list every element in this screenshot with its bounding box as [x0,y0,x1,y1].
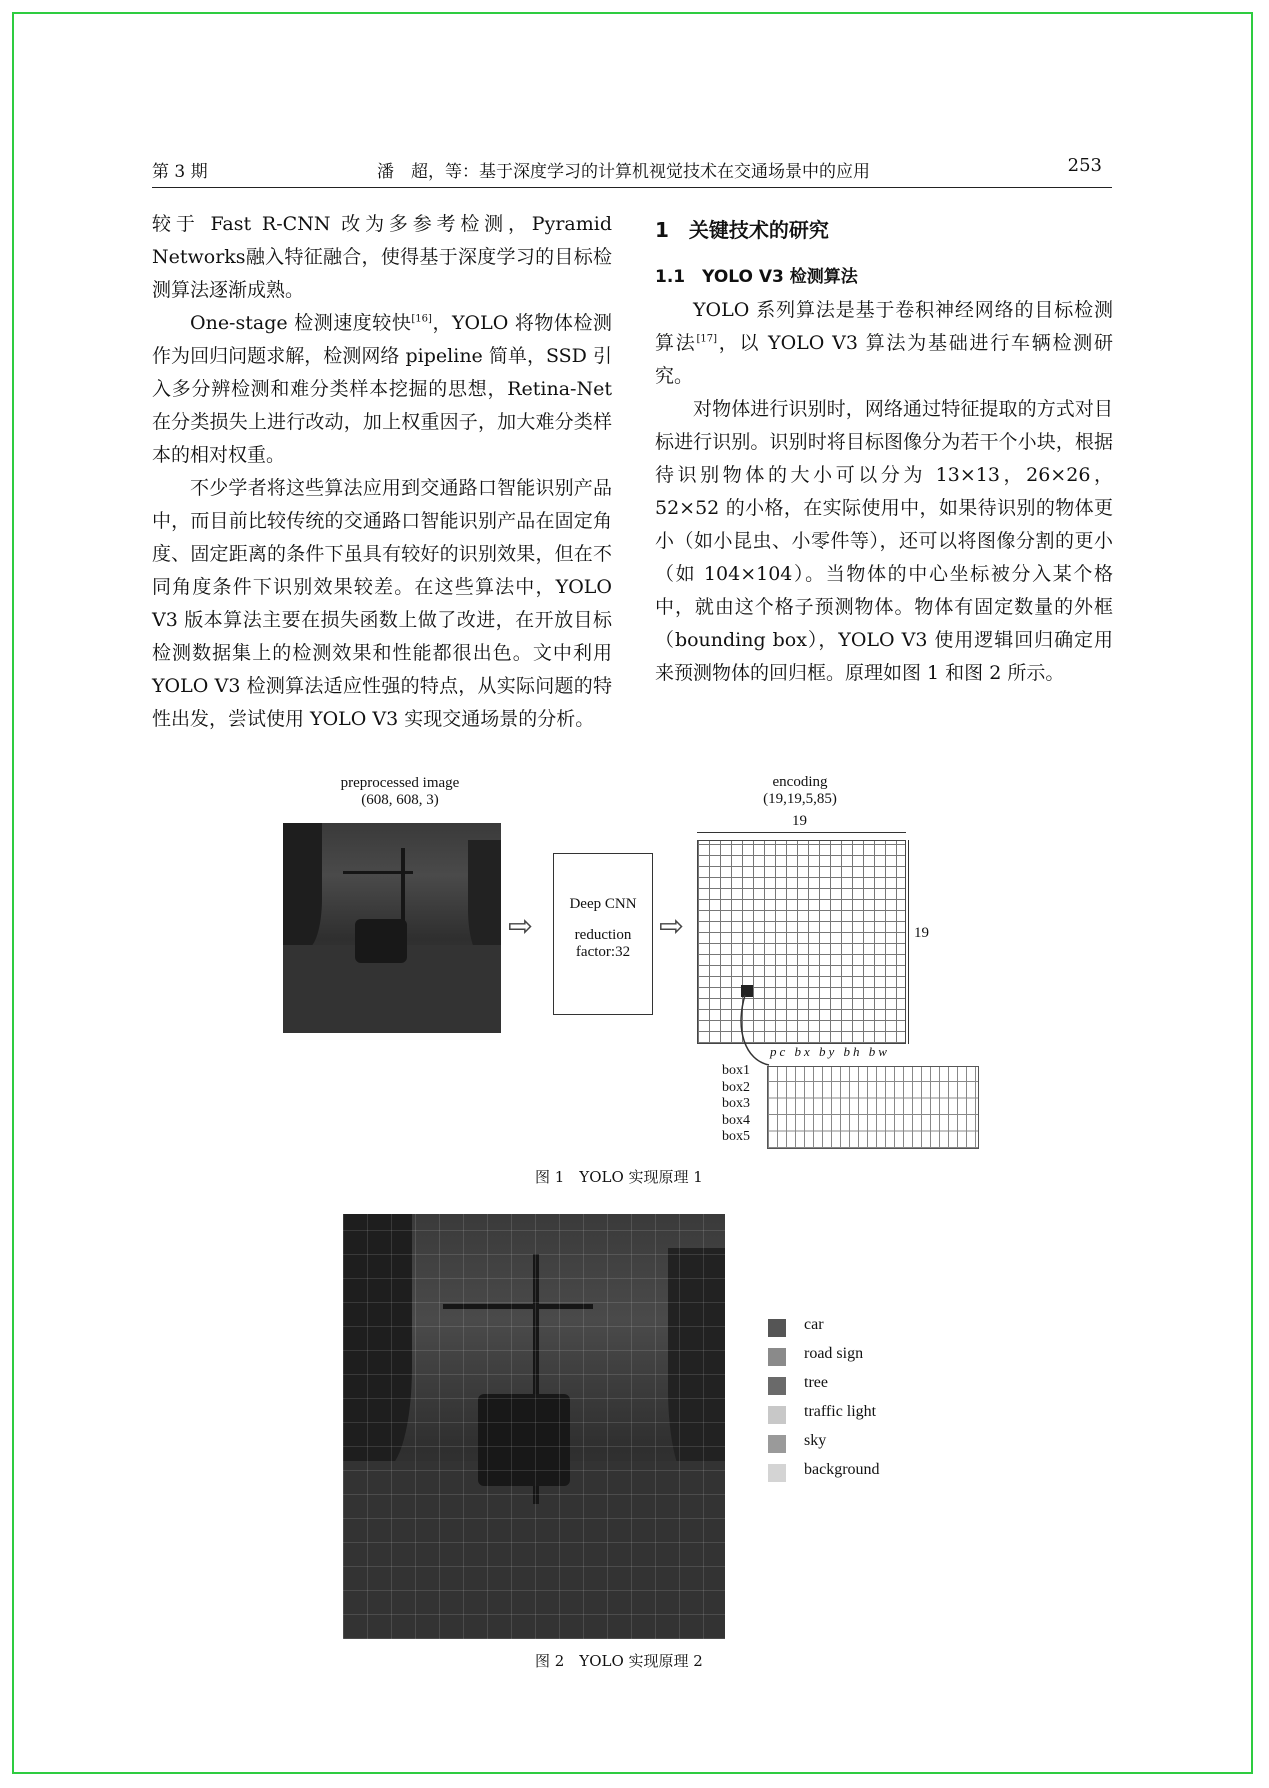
cnn-label: Deep CNN [569,896,637,912]
legend-label: car [804,1316,824,1333]
subsection-title: 1.1 YOLO V3 检测算法 [655,267,858,287]
running-header [152,153,1112,188]
preprocessed-image [283,823,501,1033]
box-vector-header: pc bx by bh bw [770,1044,890,1059]
figure-1-caption: 图 1 YOLO 实现原理 1 [535,1168,703,1186]
height-dimension-line [908,840,909,1044]
box-label: box4 [722,1112,750,1128]
paragraph-text: ，YOLO 将物体检测作为回归问题求解，检测网络 pipeline 简单，SSD 引入多分辨检测和难分类样本挖掘的思想，Retina-Net 在分类损失上进行改动，加上权重因子，加大难分类样本的相对权重。 [152,312,612,466]
right-column [655,214,1113,690]
citation-ref[interactable]: [17] [696,333,718,345]
box-label: box1 [722,1063,750,1078]
segmented-scene-image [343,1214,725,1639]
anchor-box-grid [767,1066,979,1149]
box-labels [722,1063,750,1146]
width-dimension-line [697,832,906,833]
left-column [152,208,612,736]
box-label: box3 [722,1096,750,1112]
deep-cnn-block [553,853,653,1015]
input-dims-text: (608, 608, 3) [361,792,439,808]
input-label-text: preprocessed image [340,775,460,791]
legend-label: road sign [804,1345,864,1362]
grid-height-label: 19 [914,925,929,941]
paragraph-text: ，以 YOLO V3 算法为基础进行车辆检测研究。 [655,332,1113,387]
legend-swatch [768,1348,786,1366]
legend-label: traffic light [804,1403,877,1420]
paragraph: 对物体进行识别时，网络通过特征提取的方式对目标进行识别。识别时将目标图像分为若干个小块，根据待识别物体的大小可以分为 13×13，26×26，52×52 的小格，在实际使用中，如果待识别的物体更小（如小昆虫、小零件等），还可以将图像分割的更小（如 104×104）。当物体的中心坐标被分入某个格中，就由这个格子预测物体。物体有固定数量的外框（bounding box），YOLO V3 使用逻辑回归确定用来预测物体的回归框。原理如图 1 和图 2 所示。 [655,398,1113,684]
legend-swatch [768,1464,786,1482]
arrow-right-icon: ⇨ [508,909,534,944]
section-title: 1 关键技术的研究 [655,218,829,242]
paragraph-text: YOLO 系列算法是基于卷积神经网络的目标检测算法 [655,299,1113,354]
legend-swatch [768,1319,786,1337]
paragraph: 较于 Fast R-CNN 改为多参考检测，Pyramid Networks融入特征融合，使得基于深度学习的目标检测算法逐渐成熟。 [152,213,612,301]
page-number: 253 [1067,155,1102,176]
citation-ref[interactable]: [16] [411,313,432,325]
figure-2-caption: 图 2 YOLO 实现原理 2 [535,1652,703,1670]
input-image-label [300,775,500,809]
issue-number: 第 3 期 [152,162,208,182]
cnn-label: reduction [574,927,632,943]
arrow-right-icon: ⇨ [659,909,685,944]
grid-width-label: 19 [792,813,807,829]
paragraph: 不少学者将这些算法应用到交通路口智能识别产品中，而目前比较传统的交通路口智能识别产品在固定角度、固定距离的条件下虽具有较好的识别效果，但在不同角度条件下识别效果较差。在这些算法中，YOLO V3 版本算法主要在损失函数上做了改进，在开放目标检测数据集上的检测效果和性能都很出色。文中利用 YOLO V3 检测算法适应性强的特点，从实际问题的特性出发，尝试使用 YOLO V3 实现交通场景的分析。 [152,477,612,730]
paragraph [655,294,1113,393]
legend-label: sky [804,1432,827,1449]
encoding-label [700,774,900,808]
box-label: box5 [722,1129,750,1145]
running-title: 潘 超，等：基于深度学习的计算机视觉技术在交通场景中的应用 [377,162,870,182]
legend-swatch [768,1435,786,1453]
encoding-grid [697,840,906,1044]
paragraph-text: One-stage 检测速度较快 [190,312,412,334]
cnn-label: factor:32 [575,944,631,960]
legend-label: background [804,1461,880,1478]
cell-connector-curve [735,990,775,1070]
paragraph [152,307,612,472]
legend-swatch [768,1377,786,1395]
legend-label: tree [804,1374,828,1391]
encoding-dims-text: (19,19,5,85) [763,791,837,807]
legend-swatch [768,1406,786,1424]
encoding-label-text: encoding [772,774,828,790]
box-label: box2 [722,1079,750,1095]
